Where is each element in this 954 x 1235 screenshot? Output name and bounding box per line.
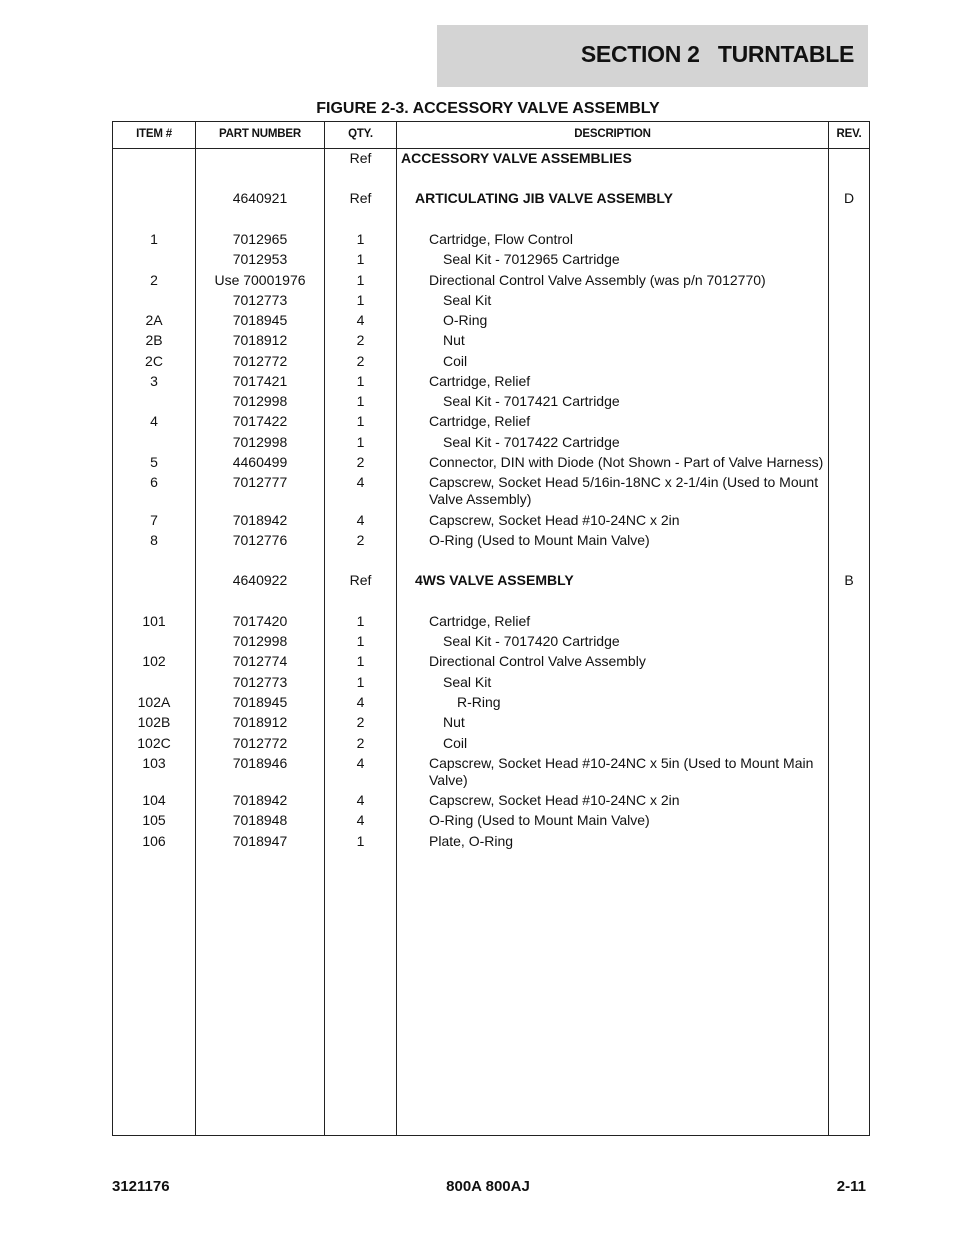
section-title: SECTION 2 TURNTABLE <box>580 41 854 67</box>
cell-description: Seal Kit - 7012965 Cartridge <box>443 251 620 267</box>
cell-quantity: 1 <box>356 292 365 308</box>
cell-part-number: 7012773 <box>232 674 288 690</box>
cell-description: Capscrew, Socket Head #10-24NC x 5in (Used to Mount Main Valve) <box>429 755 814 788</box>
cell-quantity: 4 <box>356 792 365 808</box>
cell-quantity: 4 <box>356 474 365 490</box>
cell-item-number: 102 <box>142 653 166 669</box>
cell-quantity: Ref <box>349 572 372 588</box>
cell-quantity: 1 <box>356 413 365 429</box>
cell-description: ARTICULATING JIB VALVE ASSEMBLY <box>415 190 673 206</box>
cell-quantity: 1 <box>356 393 365 409</box>
cell-part-number: 7018945 <box>232 694 288 710</box>
cell-item-number: 4 <box>150 413 158 429</box>
cell-part-number: 7012998 <box>232 633 288 649</box>
cell-description: Nut <box>443 332 465 348</box>
cell-item-number: 103 <box>142 755 166 771</box>
cell-quantity: 1 <box>356 434 365 450</box>
cell-quantity: 1 <box>356 653 365 669</box>
footer-model: 800A 800AJ <box>446 1178 530 1195</box>
cell-quantity: 1 <box>356 373 365 389</box>
cell-description: R-Ring <box>457 694 501 710</box>
column-header-description: DESCRIPTION <box>574 128 651 140</box>
cell-description: Capscrew, Socket Head 5/16in-18NC x 2-1/4in (Used to Mount Valve Assembly) <box>429 474 819 507</box>
cell-quantity: 1 <box>356 231 365 247</box>
cell-item-number: 106 <box>142 833 166 849</box>
cell-quantity: Ref <box>349 150 372 166</box>
cell-part-number: 7012777 <box>232 474 288 490</box>
column-header-qty: QTY. <box>348 128 373 140</box>
cell-part-number: 7012773 <box>232 292 288 308</box>
cell-part-number: 7018947 <box>232 833 288 849</box>
cell-item-number: 2 <box>150 272 158 288</box>
cell-item-number: 105 <box>142 812 166 828</box>
cell-part-number: 4640922 <box>232 572 288 588</box>
cell-description: Cartridge, Relief <box>429 373 531 389</box>
cell-quantity: 1 <box>356 251 365 267</box>
figure-title: FIGURE 2-3. ACCESSORY VALVE ASSEMBLY <box>316 100 660 117</box>
cell-item-number: 2B <box>145 332 163 348</box>
cell-part-number: 7012998 <box>232 393 288 409</box>
cell-quantity: 2 <box>356 735 365 751</box>
cell-item-number: 6 <box>150 474 158 490</box>
column-header-rev: REV. <box>836 128 862 140</box>
cell-part-number: 7012774 <box>232 653 288 669</box>
cell-quantity: 4 <box>356 512 365 528</box>
cell-part-number: 7012776 <box>232 532 288 548</box>
cell-item-number: 102A <box>137 694 171 710</box>
cell-item-number: 102C <box>137 735 171 751</box>
cell-description: Coil <box>443 353 468 369</box>
cell-part-number: 7018942 <box>232 512 288 528</box>
cell-description: Cartridge, Relief <box>429 613 531 629</box>
cell-part-number: 7012953 <box>232 251 288 267</box>
cell-part-number: 7018948 <box>232 812 288 828</box>
cell-part-number: 7018945 <box>232 312 288 328</box>
column-header-part-number: PART NUMBER <box>219 128 301 140</box>
cell-quantity: 4 <box>356 755 365 771</box>
cell-quantity: 2 <box>356 532 365 548</box>
cell-description: Cartridge, Flow Control <box>429 231 573 247</box>
cell-quantity: 1 <box>356 272 365 288</box>
column-header-item: ITEM # <box>136 128 172 140</box>
cell-description: Cartridge, Relief <box>429 413 531 429</box>
cell-revision: D <box>843 190 855 206</box>
cell-part-number: 7012965 <box>232 231 288 247</box>
cell-revision: B <box>844 572 854 588</box>
cell-quantity: 2 <box>356 332 365 348</box>
cell-item-number: 7 <box>150 512 158 528</box>
cell-item-number: 2C <box>145 353 163 369</box>
cell-description: Capscrew, Socket Head #10-24NC x 2in <box>429 792 680 808</box>
cell-part-number: 7012772 <box>232 353 288 369</box>
cell-quantity: 2 <box>356 714 365 730</box>
parts-table <box>112 121 870 1136</box>
cell-quantity: 2 <box>356 353 365 369</box>
footer-doc-number: 3121176 <box>112 1178 170 1195</box>
cell-description: Seal Kit - 7017420 Cartridge <box>443 633 620 649</box>
cell-description: Coil <box>443 735 468 751</box>
cell-quantity: 1 <box>356 633 365 649</box>
cell-part-number: 7018912 <box>232 714 288 730</box>
cell-description: Seal Kit - 7017422 Cartridge <box>443 434 620 450</box>
cell-quantity: 4 <box>356 812 365 828</box>
cell-description: O-Ring (Used to Mount Main Valve) <box>429 532 650 548</box>
cell-item-number: 1 <box>150 231 158 247</box>
cell-description: Directional Control Valve Assembly (was p/n 7012770) <box>429 272 766 288</box>
cell-description: Seal Kit <box>443 292 492 308</box>
cell-part-number: 7018912 <box>232 332 288 348</box>
cell-description: Connector, DIN with Diode (Not Shown - Part of Valve Harness) <box>429 454 824 470</box>
cell-item-number: 2A <box>145 312 163 328</box>
cell-description: Directional Control Valve Assembly <box>429 653 646 669</box>
cell-description: O-Ring (Used to Mount Main Valve) <box>429 812 650 828</box>
cell-part-number: 7018942 <box>232 792 288 808</box>
cell-part-number: 7012998 <box>232 434 288 450</box>
cell-part-number: 7017421 <box>232 373 288 389</box>
cell-item-number: 102B <box>137 714 171 730</box>
cell-description: Seal Kit <box>443 674 492 690</box>
footer-page-number: 2-11 <box>836 1178 866 1195</box>
header-divider <box>113 148 869 149</box>
cell-quantity: Ref <box>349 190 372 206</box>
cell-item-number: 8 <box>150 532 158 548</box>
cell-part-number: Use 70001976 <box>214 272 306 288</box>
cell-part-number: 7017420 <box>232 613 288 629</box>
cell-quantity: 1 <box>356 674 365 690</box>
cell-quantity: 1 <box>356 833 365 849</box>
cell-description: Nut <box>443 714 465 730</box>
cell-part-number: 7012772 <box>232 735 288 751</box>
cell-description: O-Ring <box>443 312 488 328</box>
cell-description: ACCESSORY VALVE ASSEMBLIES <box>401 150 632 166</box>
cell-quantity: 2 <box>356 454 365 470</box>
cell-description: Plate, O-Ring <box>429 833 514 849</box>
cell-quantity: 1 <box>356 613 365 629</box>
section-header <box>437 25 868 87</box>
cell-quantity: 4 <box>356 694 365 710</box>
cell-item-number: 104 <box>142 792 166 808</box>
cell-description: Capscrew, Socket Head #10-24NC x 2in <box>429 512 680 528</box>
cell-part-number: 4460499 <box>232 454 288 470</box>
cell-item-number: 3 <box>150 373 158 389</box>
cell-item-number: 5 <box>150 454 158 470</box>
cell-description: Seal Kit - 7017421 Cartridge <box>443 393 620 409</box>
cell-part-number: 7017422 <box>232 413 288 429</box>
cell-quantity: 4 <box>356 312 365 328</box>
cell-item-number: 101 <box>142 613 166 629</box>
cell-part-number: 7018946 <box>232 755 288 771</box>
cell-part-number: 4640921 <box>232 190 288 206</box>
cell-description: 4WS VALVE ASSEMBLY <box>415 572 574 588</box>
column-divider <box>828 122 829 1135</box>
